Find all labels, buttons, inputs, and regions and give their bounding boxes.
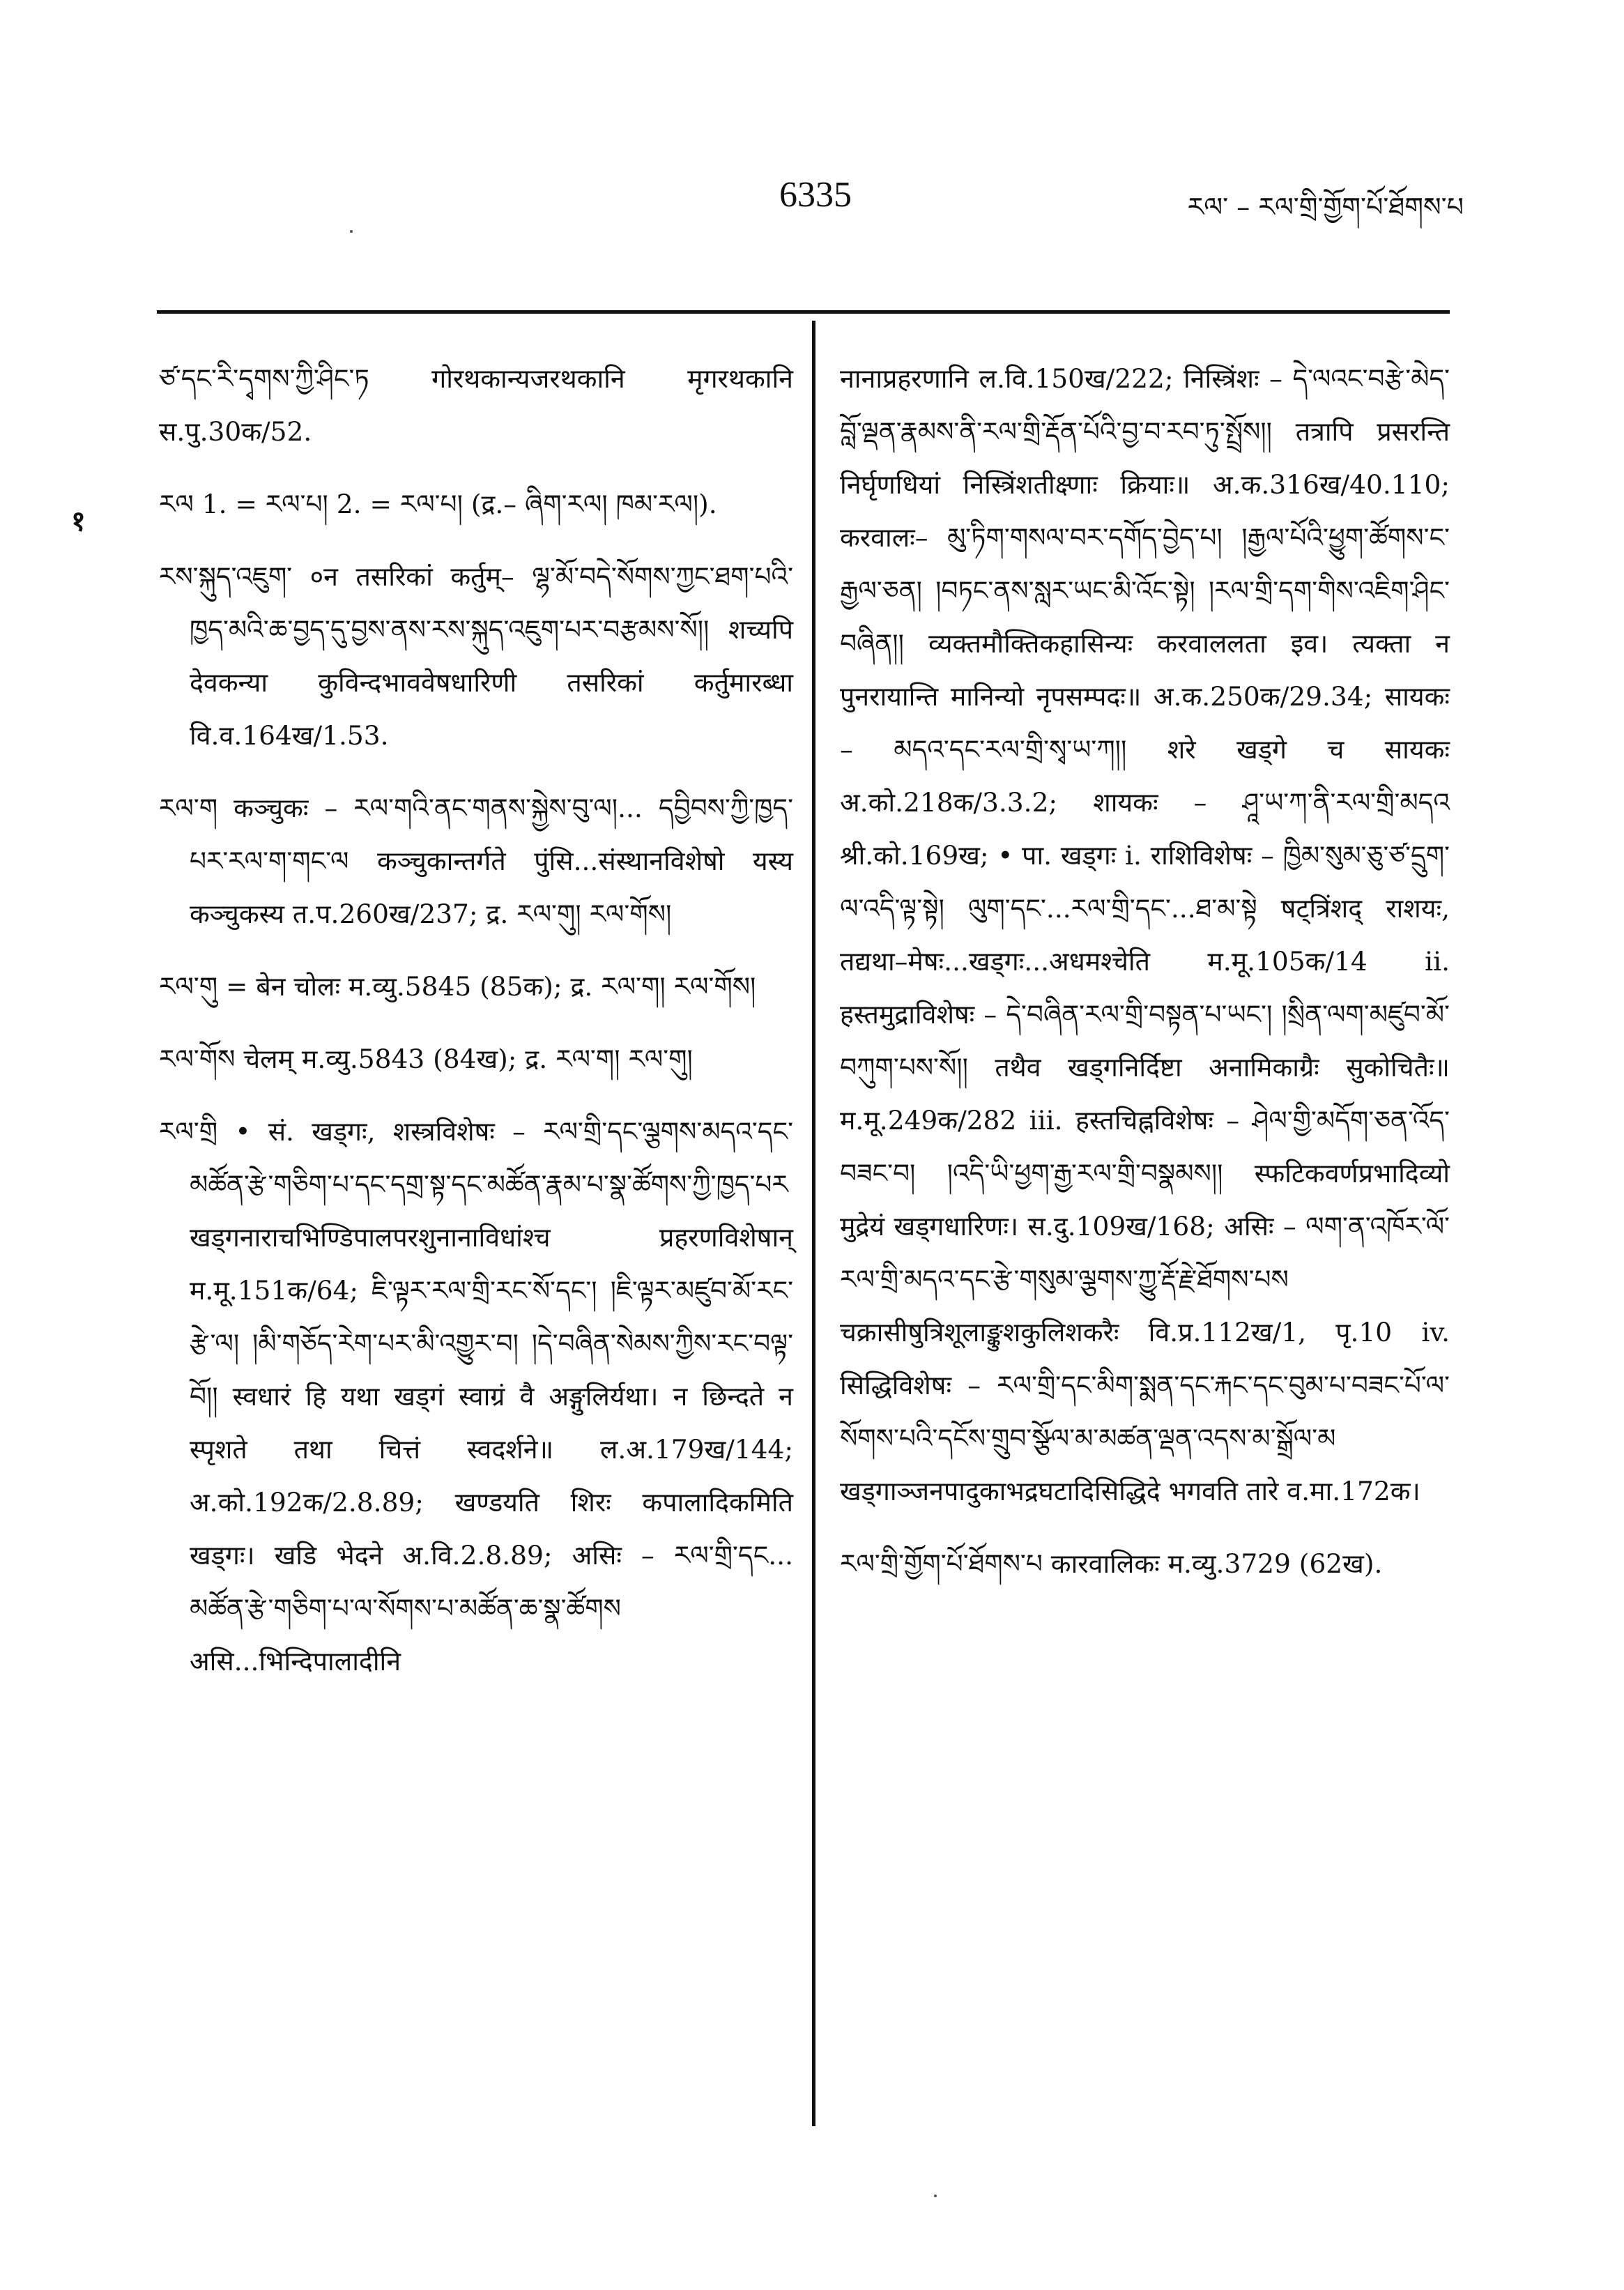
- margin-mark: १: [71, 505, 86, 537]
- speck-mark: [934, 2194, 937, 2197]
- column-divider: [812, 321, 815, 2126]
- left-column: [159, 352, 793, 1707]
- running-head: རལ་ – རལ་གྲི་གྱོག་པོ་ཐོགས་པ: [1187, 192, 1464, 222]
- entry-ral-gri: རལ་གྲི • सं. खड्गः, शस्त्रविशेषः – རལ་གྲི་དང་ལྕགས་མདའ་དང་མཚོན་རྩེ་གཅིག་པ་དང་དགྲ་སྟ་དང་མཚོན་རྣམ་པ་སྣ་ཚོགས་ཀྱི་ཁྱད་པར खड्गनाराचभिण्डिपालपरशुनानाविधांश्च प्रहरणविशेषान् म.मू.151क/64; ཇི་ལྟར་རལ་གྲི་རང་སོ་དང་། །ཇི་ལྟར་མཛུབ་མོ་རང་རྩེ་ལ། །མི་གཅོད་རེག་པར་མི་འགྱུར་བ། །དེ་བཞིན་སེམས་ཀྱིས་རང་བལྟ་བོ།། स्वधारं हि यथा खड्गं स्वाग्रं वै अङ्गुलिर्यथा। न छिन्दते न स्पृशते तथा चित्तं स्वदर्शने॥ ल.अ.179ख/144; अ.को.192क/2.8.89; खण्डयति शिरः कपालादिकमिति खड्गः। खडि भेदने अ.वि.2.8.89; असिः – རལ་གྲི་དང... མཚོན་རྩེ་གཅིག་པ་ལ་སོགས་པ་མཚོན་ཆ་སྣ་ཚོགས असि...भिन्दिपालादीनि: [159, 1116, 793, 1677]
- entry-ral-gu: རལ་གུ = बेन चोलः म.व्यु.5845 (85क); द्र. རལ་ག། རལ་གོས།: [159, 971, 756, 1002]
- entry-ral: རལ 1. = རལ་པ། 2. = རལ་པ། (द्र.– ཞིག་རལ། ཁམ་རལ།).: [159, 489, 717, 519]
- speck-mark: [350, 230, 353, 233]
- entry-ral-gri-continued: नानाप्रहरणानि ल.वि.150ख/222; निस्त्रिंशः – དེ་ལའང་བརྩེ་མེད་བློ་ལྡན་རྣམས་ནི་རལ་གྲི་རྡོན་པོའི་བྱ་བ་རབ་ཏུ་སྤྲོས།། तत्रापि प्रसरन्ति निर्घृणधियां निस्त्रिंशतीक्ष्णाः क्रियाः॥ अ.क.316ख/40.110; करवालः– མུ་ཏིག་གསལ་བར་དགོད་བྱེད་པ། །རྒྱལ་པོའི་ཕྱུག་ཚོགས་ང་རྒྱལ་ཅན། །བཏང་ནས་སླར་ཡང་མི་འོང་སྟེ། །རལ་གྲི་དག་གིས་འཇིག་ཤིང་བཞིན།། व्यक्तमौक्तिकहासिन्यः करवाललता इव। त्यक्ता न पुनरायान्ति मानिन्यो नृपसम्पदः॥ अ.क.250क/29.34; सायकः – མདའ་དང་རལ་གྲི་སྭ་ཡ་ཀ།། शरे खड्गे च सायकः अ.को.218क/3.3.2; शायकः – ཤཱ་ཡ་ཀ་ནི་རལ་གྲི་མདའ श्री.को.169ख; • पा. खड्गः i. राशिविशेषः – ཁྱིམ་སུམ་ཅུ་ཙ་དྲུག་ལ་འདི་ལྟ་སྟེ། ལུག་དང་...རལ་གྲི་དང་...ཐ་མ་སྟེ षट्त्रिंशद् राशयः, तद्यथा–मेषः...खड्गः...अधमश्चेति म.मू.105क/14 ii. हस्तमुद्राविशेषः – དེ་བཞིན་རལ་གྲི་བསྟན་པ་ཡང་། །སྲིན་ལག་མཛུབ་མོ་བཀུག་པས་སོ།། तथैव खड्गनिर्दिष्टा अनामिकाग्रैः सुकोचितैः॥ म.मू.249क/282 iii. हस्तचिह्नविशेषः – ཤེལ་གྱི་མདོག་ཅན་འོད་བཟང་བ། །འདི་ཡི་ཕྱག་རྒྱ་རལ་གྲི་བསྣམས།། स्फटिकवर्णप्रभादिव्यो मुद्रेयं खड्गधारिणः। स.दु.109ख/168; असिः – ལག་ན་འཁོར་ལོ་རལ་གྲི་མདའ་དང་རྩེ་གསུམ་ལྕགས་ཀྱུ་རྡོ་རྗེ་ཐོགས་པས चक्रासीषुत्रिशूलाङ्कुशकुलिशकरैः वि.प्र.112ख/1, पृ.10 iv. सिद्धिविशेषः – རལ་གྲི་དང་མིག་སྨན་དང་རྐང་དང་བུམ་པ་བཟང་པོ་ལ་སོགས་པའི་དངོས་གྲུབ་སྩོལ་མ་མཚན་ལྡན་འདས་མ་སྒྲོལ་མ खड्गाञ्जनपादुकाभद्रघटादिसिद्धिदे भगवति तारे व.मा.172क।: [840, 363, 1450, 1506]
- entry-continuation: ཙ་དང་རི་དྭགས་ཀྱི་ཤིང་ཏ गोरथकान्यजरथकानि मृगरथकानि स.पु.30क/52.: [159, 363, 793, 447]
- entry-ras-skud-jug: རས་སྐུད་འཇུག་ ०न तसरिकां कर्तुम्– ལྷ་མོ་བདེ་སོགས་ཀྱང་ཐག་པའི་ཁྱད་མའི་ཆ་བྱད་དུ་བྱས་ནས་རས་སྐུད་འཇུག་པར་བརྩམས་སོ།། शच्यपि देवकन्या कुविन्दभाववेषधारिणी तसरिकां कर्तुमारब्धा वि.व.164ख/1.53.: [159, 561, 793, 751]
- page-number: 6335: [779, 175, 852, 215]
- header-rule: [157, 310, 1450, 314]
- right-column: [840, 352, 1450, 1610]
- entry-ral-ga: རལ་ག कञ्चुकः – རལ་གའི་ནང་གནས་སྐྱེས་བུ་ལ།... དབྱིབས་ཀྱི་ཁྱད་པར་རལ་ག་གང་ལ कञ्चुकान्तर्गते पुंसि...संस्थानविशेषो यस्य कञ्चुकस्य त.प.260ख/237; द्र. རལ་གུ། རལ་གོས།: [159, 793, 793, 929]
- entry-ral-gri-gyog-po: རལ་གྲི་གྱོག་པོ་ཐོགས་པ कारवालिकः म.व्यु.3729 (62ख).: [840, 1548, 1383, 1579]
- entry-ral-gos: རལ་གོས चेलम् म.व्यु.5843 (84ख); द्र. རལ་ག། རལ་གུ།: [159, 1044, 693, 1074]
